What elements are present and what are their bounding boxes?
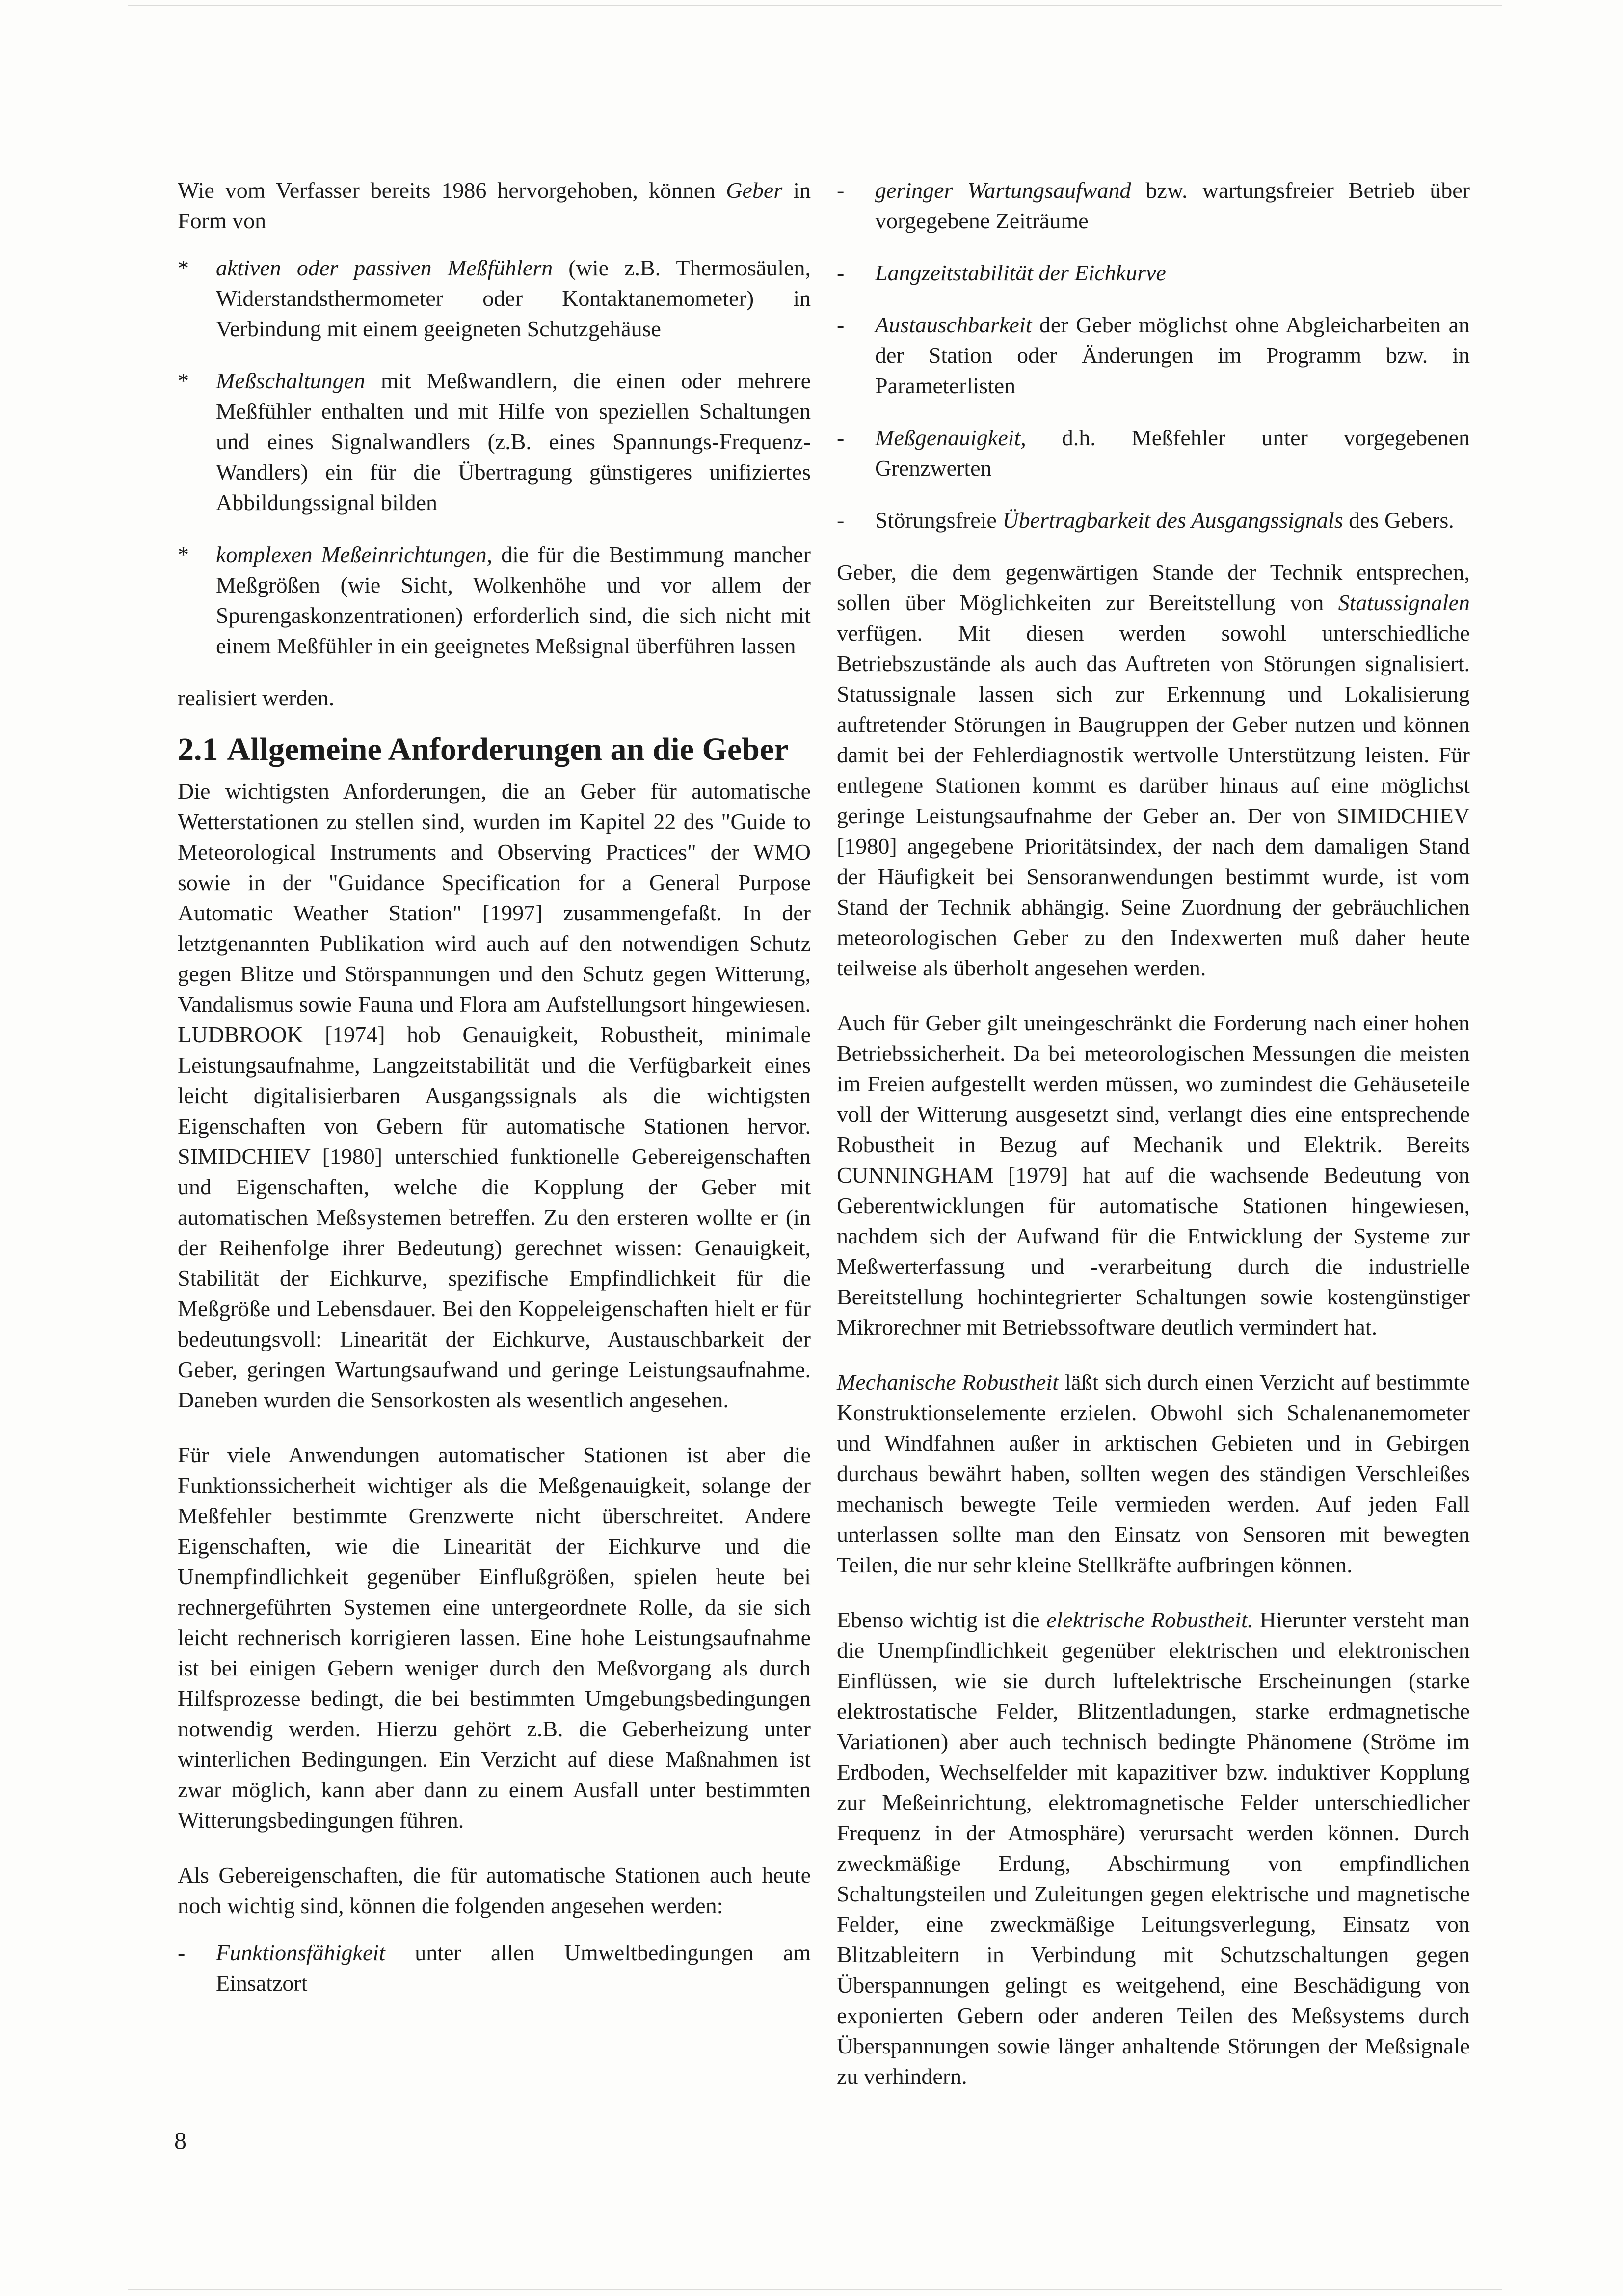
body-paragraph: Auch für Geber gilt uneingeschränkt die Forderung nach einer hohen Betriebssicherheit. Da bei meteorologischen Messungen die meisten im Freien aufgestellt werden müssen, wo zumindest die Gehäuseteile voll der Witterung ausgesetzt sind, verlangt dies eine entsprechende Robustheit in Bezug auf Mechanik und Elektrik. Bereits CUNNINGHAM [1979] hat auf die wachsende Bedeutung von Geberentwicklungen für automatische Stationen hingewiesen, nachdem sich der Aufwand für die Entwicklung der Systeme zur Meßwerterfassung und -verarbeitung durch die industrielle Bereitstellung hochintegrierter Schaltungen sowie kostengünstiger Mikrorechner mit Betriebssoftware deutlich vermindert hat. (837, 1010, 1470, 1340)
list-item: * komplexen Meßeinrichtungen, die für die Bestimmung mancher Meßgrößen (wie Sicht, Wolkenhöhe und vor allem der Spurengaskonzentrationen) erforderlich sind, die sich nicht mit einem Meßfühler in ein geeignetes Meßsignal überführen lassen (178, 540, 811, 661)
after-list-text: realisiert werden. (178, 685, 335, 710)
dash-bullet: - (837, 178, 845, 203)
asterisk-bullet: * (178, 255, 189, 280)
body-paragraph: Als Gebereigenschaften, die für automatische Stationen auch heute noch wichtig sind, können die folgenden angesehen werden: (178, 1863, 811, 1918)
body-paragraph: Die wichtigsten Anforderungen, die an Geber für automatische Wetterstationen zu stellen sind, wurden im Kapitel 22 des "Guide to Meteorological Instruments and Observing Practices" der WMO sowie in der "Guidance Specification for a General Purpose Automatic Weather Station" [1997] zusammengefaßt. In der letztgenannten Publikation wird auch auf den notwendigen Schutz gegen Blitze und Störspannungen und den Schutz gegen Witterung, Vandalismus sowie Fauna und Flora am Aufstellungsort hingewiesen. LUDBROOK [1974] hob Genauigkeit, Robustheit, minimale Leistungsaufnahme, Langzeitstabilität und die Verfügbarkeit eines leicht digitalisierbaren Ausgangssignals als die wichtigsten Eigenschaften von Gebern für automatische Stationen hervor. SIMIDCHIEV [1980] unterschied funktionelle Gebereigenschaften und Eigenschaften, welche die Kopplung der Geber mit automatischen Meßsystemen betreffen. Zu den ersteren wollte er (in der Reihenfolge ihrer Bedeutung) gerechnet wissen: Genauigkeit, Stabilität der Eichkurve, spezifische Empfindlichkeit für die Meßgröße und Lebensdauer. Bei den Koppeleigenschaften hielt er für bedeutungsvoll: Linearität der Eichkurve, Austauschbarkeit der Geber, geringen Wartungsaufwand und geringe Leistungsaufnahme. Daneben wurden die Sensorkosten als wesentlich angesehen. (178, 779, 811, 1412)
right-column (837, 175, 1470, 2116)
dash-bullet: - (837, 260, 845, 285)
list-item: * aktiven oder passiven Meßfühlern (wie z.B. Thermosäulen, Widerstandsthermometer oder Kontaktanemometer) in Verbindung mit einem geeigneten Schutzgehäuse (178, 253, 811, 344)
left-column (178, 175, 811, 2020)
dash-bullet: - (837, 312, 845, 337)
list-item: * Meßschaltungen mit Meßwandlern, die einen oder mehrere Meßfühler enthalten und mit Hilfe von speziellen Schaltungen und eines Signalwandlers (z.B. eines Spannungs-Frequenz-Wandlers) ein für die Übertragung günstigeres unifiziertes Abbildungssignal bilden (178, 366, 811, 518)
asterisk-bullet: * (178, 368, 189, 393)
dash-bullet: - (178, 1940, 186, 1965)
list-item: - Funktionsfähigkeit unter allen Umweltbedingungen am Einsatzort (178, 1938, 811, 1999)
section-heading (178, 730, 811, 769)
section-number: 2.1 (178, 731, 218, 767)
intro-paragraph: Wie vom Verfasser bereits 1986 hervorgehoben, können Geber in Form von (178, 178, 811, 233)
list-item: - Langzeitstabilität der Eichkurve (837, 258, 1470, 288)
dash-bullet: - (837, 425, 845, 450)
dash-bullet: - (837, 508, 845, 533)
body-paragraph: Ebenso wichtig ist die elektrische Robustheit. Hierunter versteht man die Unempfindlichkeit gegenüber elektrischen und elektronischen Einflüssen, wie sie durch luftelektrische Erscheinungen (starke elektrostatische Felder, Blitzentladungen, starke erdmagnetische Variationen) aber auch technisch bedingte Phänomene (Ströme im Erdboden, Wechselfelder mit kapazitiver bzw. induktiver Kopplung zur Meßeinrichtung, elektromagnetische Felder unterschiedlicher Frequenz in der Atmosphäre) verursacht werden können. Durch zweckmäßige Erdung, Abschirmung von empfindlichen Schaltungsteilen und Zuleitungen gegen elektrische und magnetische Felder, eine zweckmäßige Leitungsverlegung, Einsatz von Blitzableitern in Verbindung mit Schutzschaltungen gegen Überspannungen gelingt es weitgehend, eine Beschädigung von exponierten Gebern oder anderen Teilen des Meßsystems durch Überspannungen sowie länger anhaltende Störungen der Meßsignale zu verhindern. (837, 1607, 1470, 2089)
requirements-list-start (178, 1938, 811, 1999)
sensor-types-list (178, 253, 811, 661)
list-item: - Störungsfreie Übertragbarkeit des Ausgangssignals des Gebers. (837, 505, 1470, 536)
list-item: - geringer Wartungsaufwand bzw. wartungsfreier Betrieb über vorgegebene Zeiträume (837, 175, 1470, 236)
requirements-list-continued (837, 175, 1470, 536)
body-paragraph: Mechanische Robustheit läßt sich durch einen Verzicht auf bestimmte Konstruktionselemente erzielen. Obwohl sich Schalenanemometer und Windfahnen außer in arktischen Gebieten und in Gebirgen durchaus bewährt haben, sollten wegen des ständigen Verschleißes mechanisch bewegte Teile vermieden werden. Auf jeden Fall unterlassen sollte man den Einsatz von Sensoren mit bewegten Teilen, die nur sehr kleine Stellkräfte aufbringen können. (837, 1370, 1470, 1577)
body-paragraph: Für viele Anwendungen automatischer Stationen ist aber die Funktionssicherheit wichtiger als die Meßgenauigkeit, solange der Meßfehler bestimmte Grenzwerte nicht überschreitet. Andere Eigenschaften, wie die Linearität der Eichkurve und die Unempfindlichkeit gegenüber Einflußgrößen, spielen heute bei rechnergeführten Systemen eine untergeordnete Rolle, da sie sich leicht rechnerisch korrigieren lassen. Eine hohe Leistungsaufnahme ist bei einigen Gebern weniger durch den Meßvorgang als durch Hilfsprozesse bedingt, die bei bestimmten Umgebungsbedingungen notwendig werden. Hierzu gehört z.B. die Geberheizung unter winterlichen Bedingungen. Ein Verzicht auf diese Maßnahmen ist zwar möglich, kann aber dann zu einem Ausfall unter bestimmten Witterungsbedingungen führen. (178, 1442, 811, 1833)
scan-artifact-bottom (128, 2289, 1502, 2290)
list-item: - Meßgenauigkeit, d.h. Meßfehler unter vorgegebenen Grenzwerten (837, 423, 1470, 484)
page-number: 8 (174, 2127, 186, 2154)
body-paragraph: Geber, die dem gegenwärtigen Stande der Technik entsprechen, sollen über Möglichkeiten zur Bereitstellung von Statussignalen verfügen. Mit diesen werden sowohl unterschiedliche Betriebszustände als auch das Auftreten von Störungen signalisiert. Statussignale lassen sich zur Erkennung und Lokalisierung auftretender Störungen in Baugruppen der Geber nutzen und können damit bei der Fehlerdiagnostik wertvolle Unterstützung leisten. Für entlegene Stationen kommt es darüber hinaus auf eine möglichst geringe Leistungsaufnahme der Geber an. Der von SIMIDCHIEV [1980] angegebene Prioritätsindex, der nach dem damaligen Stand der Häufigkeit bei Sensoranwendungen bestimmt wurde, ist vom Stand der Technik abhängig. Seine Zuordnung der gebräuchlichen meteorologischen Geber zu den Indexwerten muß daher heute teilweise als überholt angesehen werden. (837, 560, 1470, 980)
scan-artifact-top (128, 5, 1502, 6)
section-title: Allgemeine Anforderungen an die Geber (227, 731, 789, 767)
list-item: - Austauschbarkeit der Geber möglichst ohne Abgleicharbeiten an der Station oder Änderungen im Programm bzw. in Parameterlisten (837, 310, 1470, 401)
asterisk-bullet: * (178, 542, 189, 567)
